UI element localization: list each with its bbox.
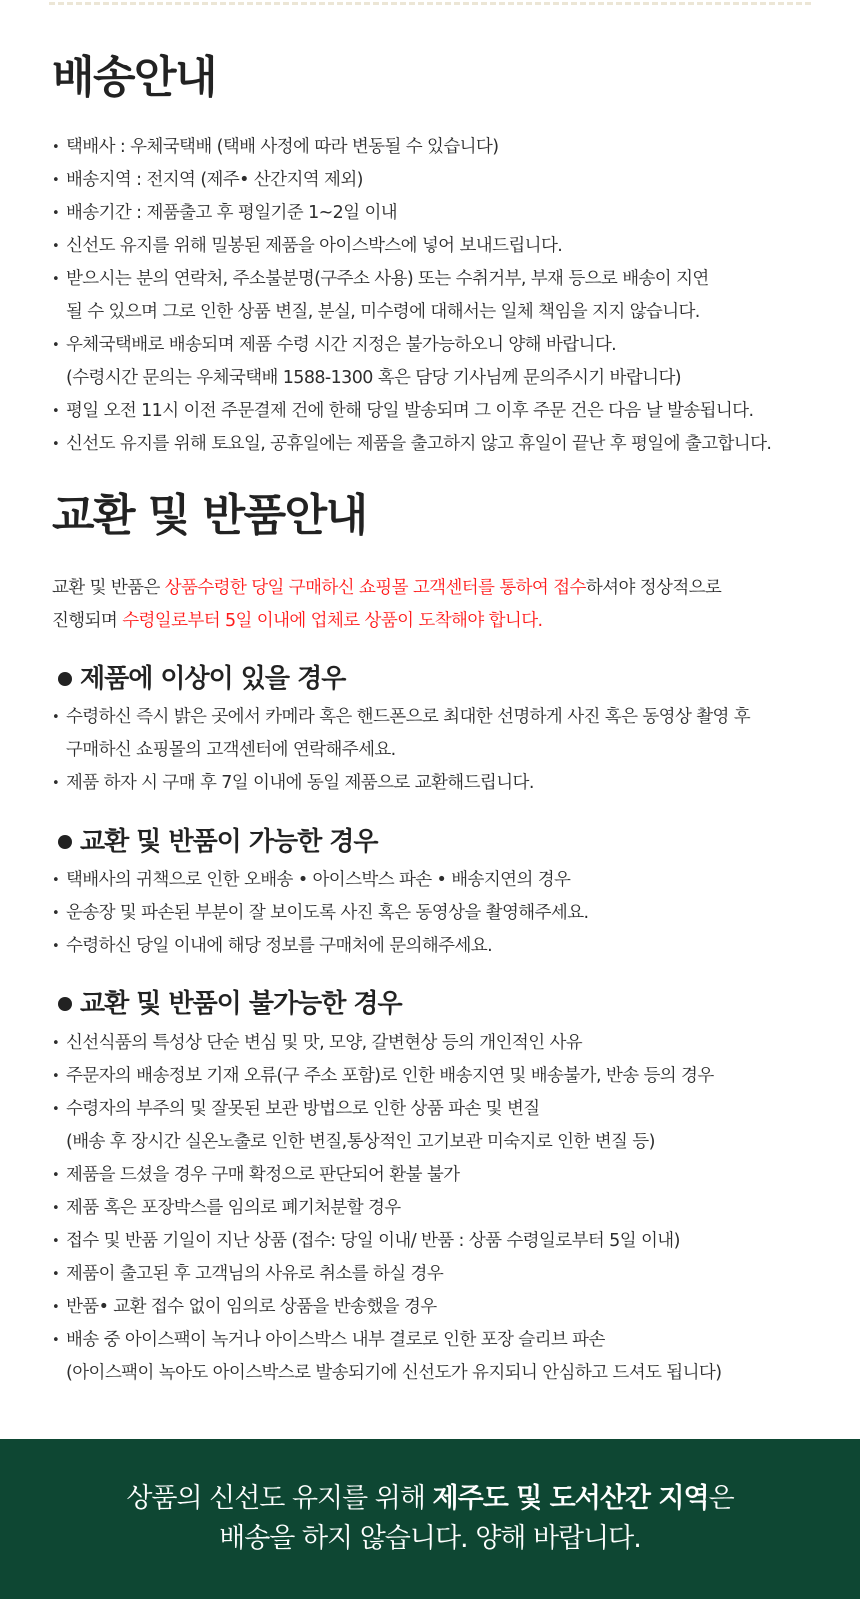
exchange-intro xyxy=(52,572,822,638)
possible-item: • 수령하신 당일 이내에 해당 정보를 구매처에 문의해주세요. xyxy=(52,930,822,963)
delivery-item-liability: • 받으시는 분의 연락처, 주소불분명(구주소 사용) 또는 수취거부, 부재 등으로 배송이 지연 될 수 있으며 그로 인한 상품 변질, 분실, 미수령에 대해서는 일체 책임을 지지 않습니다. xyxy=(52,263,822,329)
impossible-item: • 반품• 교환 접수 없이 임의로 상품을 반송했을 경우 xyxy=(52,1291,822,1324)
intro-highlight: 수령일로부터 5일 이내에 업체로 상품이 도착해야 합니다. xyxy=(122,611,543,631)
intro-highlight: 상품수령한 당일 구매하신 쇼핑몰 고객센터를 통하여 접수 xyxy=(164,578,586,598)
impossible-item: • 제품을 드셨을 경우 구매 확정으로 판단되어 환불 불가 xyxy=(52,1159,822,1192)
delivery-item-icebox: • 신선도 유지를 위해 밀봉된 제품을 아이스박스에 넣어 보내드립니다. xyxy=(52,230,822,263)
impossible-item: • 제품 혹은 포장박스를 임의로 폐기처분할 경우 xyxy=(52,1192,822,1225)
impossible-item: • 신선식품의 특성상 단순 변심 및 맛, 모양, 갈변현상 등의 개인적인 사유 xyxy=(52,1027,822,1060)
defect-item: • 수령하신 즉시 밝은 곳에서 카메라 혹은 핸드폰으로 최대한 선명하게 사진 혹은 동영상 촬영 후 구매하신 쇼핑몰의 고객센터에 연락해주세요. xyxy=(52,701,822,767)
impossible-heading xyxy=(58,991,402,1017)
possible-heading xyxy=(58,829,377,855)
bullet-dot-icon xyxy=(58,997,72,1011)
footer-banner xyxy=(0,1439,860,1599)
impossible-heading-text: 교환 및 반품이 불가능한 경우 xyxy=(80,989,402,1019)
intro-text: 진행되며 xyxy=(52,611,123,631)
impossible-item: • 배송 중 아이스팩이 녹거나 아이스박스 내부 결로로 인한 포장 슬리브 파손 (아이스팩이 녹아도 아이스박스로 발송되기에 신선도가 유지되니 안심하고 드셔도 됩니다) xyxy=(52,1324,822,1390)
impossible-item: • 접수 및 반품 기일이 지난 상품 (접수: 당일 이내/ 반품 : 상품 수령일로부터 5일 이내) xyxy=(52,1225,822,1258)
possible-heading-text: 교환 및 반품이 가능한 경우 xyxy=(80,827,378,857)
impossible-item: • 주문자의 배송정보 기재 오류(구 주소 포함)로 인한 배송지연 및 배송불가, 반송 등의 경우 xyxy=(52,1060,822,1093)
footer-text: 은 xyxy=(708,1483,734,1514)
bullet-dot-icon xyxy=(58,672,72,686)
exchange-section-title: 교환 및 반품안내 xyxy=(52,490,367,541)
possible-item: • 택배사의 귀책으로 인한 오배송 • 아이스박스 파손 • 배송지연의 경우 xyxy=(52,864,822,897)
top-dashed-divider xyxy=(49,2,811,5)
footer-highlight: 제주도 및 도서산간 지역 xyxy=(432,1483,709,1514)
possible-list xyxy=(52,864,822,963)
intro-text: 교환 및 반품은 xyxy=(52,578,165,598)
defect-item: • 제품 하자 시 구매 후 7일 이내에 동일 제품으로 교환해드립니다. xyxy=(52,767,822,800)
defect-heading-text: 제품에 이상이 있을 경우 xyxy=(80,664,346,694)
delivery-item-time: • 우체국택배로 배송되며 제품 수령 시간 지정은 불가능하오니 양해 바랍니다. (수령시간 문의는 우체국택배 1588-1300 혹은 담당 기사님께 문의주시기 바랍니다) xyxy=(52,329,822,395)
defect-heading xyxy=(58,666,345,692)
intro-text: 하셔야 정상적으로 xyxy=(585,578,722,598)
delivery-item-region: • 배송지역 : 전지역 (제주• 산간지역 제외) xyxy=(52,164,822,197)
delivery-item-holiday: • 신선도 유지를 위해 토요일, 공휴일에는 제품을 출고하지 않고 휴일이 끝난 후 평일에 출고합니다. xyxy=(52,428,822,461)
delivery-info-list xyxy=(52,131,822,461)
footer-text: 배송을 하지 않습니다. 양해 바랍니다. xyxy=(219,1523,641,1554)
impossible-item: • 제품이 출고된 후 고객님의 사유로 취소를 하실 경우 xyxy=(52,1258,822,1291)
delivery-item-period: • 배송기간 : 제품출고 후 평일기준 1~2일 이내 xyxy=(52,197,822,230)
footer-text: 상품의 신선도 유지를 위해 xyxy=(126,1483,433,1514)
delivery-section-title: 배송안내 xyxy=(52,52,217,103)
impossible-list xyxy=(52,1027,822,1390)
delivery-item-courier: • 택배사 : 우체국택배 (택배 사정에 따라 변동될 수 있습니다) xyxy=(52,131,822,164)
impossible-item: • 수령자의 부주의 및 잘못된 보관 방법으로 인한 상품 파손 및 변질 (배송 후 장시간 실온노출로 인한 변질,통상적인 고기보관 미숙지로 인한 변질 등) xyxy=(52,1093,822,1159)
defect-list xyxy=(52,701,822,800)
delivery-item-cutoff: • 평일 오전 11시 이전 주문결제 건에 한해 당일 발송되며 그 이후 주문 건은 다음 날 발송됩니다. xyxy=(52,395,822,428)
possible-item: • 운송장 및 파손된 부분이 잘 보이도록 사진 혹은 동영상을 촬영해주세요. xyxy=(52,897,822,930)
footer-notice xyxy=(126,1479,733,1559)
bullet-dot-icon xyxy=(58,835,72,849)
